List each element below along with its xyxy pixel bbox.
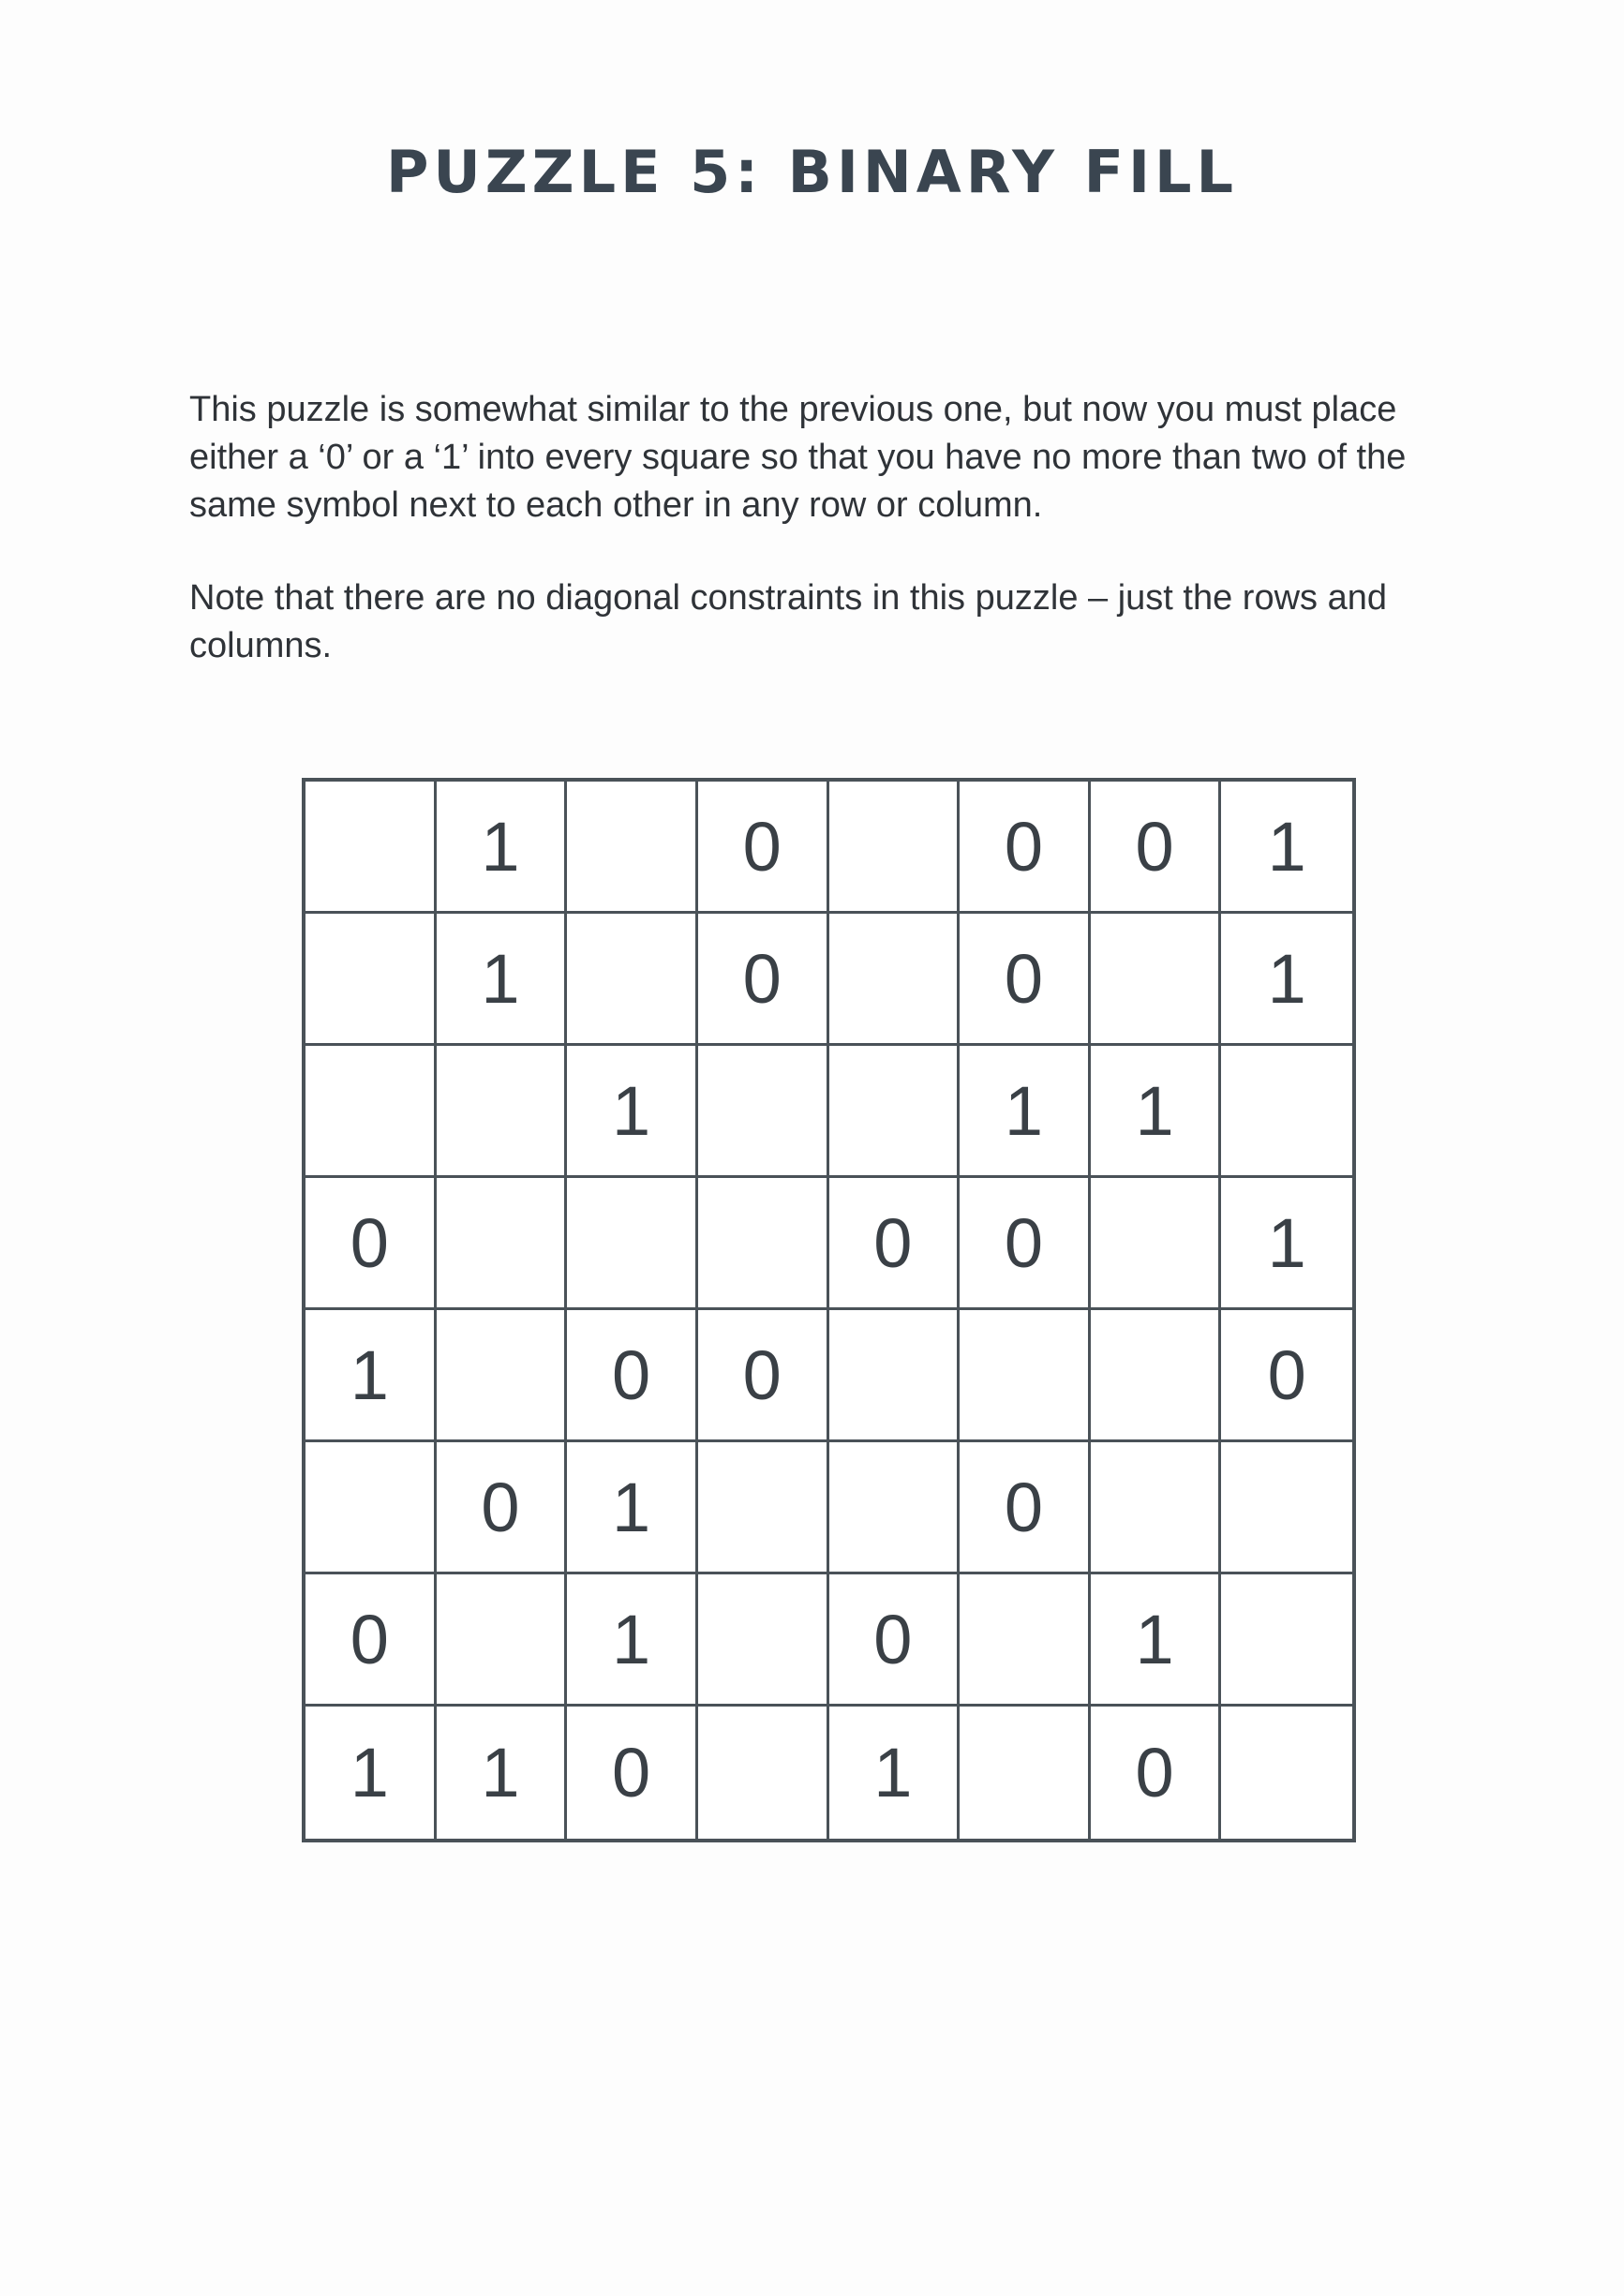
given-cell: 1 (1221, 1178, 1352, 1310)
empty-cell[interactable] (437, 1046, 568, 1178)
empty-cell[interactable] (960, 1574, 1091, 1707)
empty-cell[interactable] (1091, 914, 1222, 1046)
given-cell: 1 (960, 1046, 1091, 1178)
given-cell: 1 (567, 1574, 698, 1707)
given-cell: 0 (960, 782, 1091, 914)
empty-cell[interactable] (567, 914, 698, 1046)
given-cell: 0 (960, 1442, 1091, 1574)
empty-cell[interactable] (437, 1574, 568, 1707)
empty-cell[interactable] (305, 914, 437, 1046)
empty-cell[interactable] (567, 1178, 698, 1310)
given-cell: 0 (829, 1178, 961, 1310)
empty-cell[interactable] (1091, 1310, 1222, 1442)
given-cell: 1 (1221, 914, 1352, 1046)
empty-cell[interactable] (1091, 1442, 1222, 1574)
given-cell: 1 (1091, 1574, 1222, 1707)
given-cell: 0 (567, 1310, 698, 1442)
empty-cell[interactable] (1221, 1574, 1352, 1707)
given-cell: 1 (567, 1046, 698, 1178)
given-cell: 0 (305, 1178, 437, 1310)
given-cell: 0 (567, 1707, 698, 1839)
given-cell: 1 (437, 1707, 568, 1839)
given-cell: 0 (437, 1442, 568, 1574)
empty-cell[interactable] (698, 1707, 829, 1839)
puzzle-grid (302, 778, 1356, 1842)
given-cell: 1 (567, 1442, 698, 1574)
given-cell: 1 (1091, 1046, 1222, 1178)
given-cell: 0 (1091, 782, 1222, 914)
empty-cell[interactable] (1221, 1046, 1352, 1178)
empty-cell[interactable] (437, 1178, 568, 1310)
given-cell: 0 (305, 1574, 437, 1707)
empty-cell[interactable] (1221, 1442, 1352, 1574)
empty-cell[interactable] (829, 1442, 961, 1574)
given-cell: 0 (1091, 1707, 1222, 1839)
empty-cell[interactable] (567, 782, 698, 914)
empty-cell[interactable] (829, 914, 961, 1046)
given-cell: 0 (960, 914, 1091, 1046)
empty-cell[interactable] (1091, 1178, 1222, 1310)
empty-cell[interactable] (698, 1442, 829, 1574)
given-cell: 1 (1221, 782, 1352, 914)
empty-cell[interactable] (960, 1707, 1091, 1839)
given-cell: 0 (698, 1310, 829, 1442)
empty-cell[interactable] (698, 1574, 829, 1707)
given-cell: 1 (305, 1707, 437, 1839)
given-cell: 1 (437, 782, 568, 914)
empty-cell[interactable] (305, 782, 437, 914)
empty-cell[interactable] (829, 1310, 961, 1442)
empty-cell[interactable] (960, 1310, 1091, 1442)
given-cell: 1 (437, 914, 568, 1046)
given-cell: 0 (829, 1574, 961, 1707)
empty-cell[interactable] (698, 1178, 829, 1310)
given-cell: 0 (960, 1178, 1091, 1310)
empty-cell[interactable] (305, 1442, 437, 1574)
empty-cell[interactable] (1221, 1707, 1352, 1839)
given-cell: 1 (829, 1707, 961, 1839)
instructions (189, 386, 1482, 715)
given-cell: 0 (1221, 1310, 1352, 1442)
empty-cell[interactable] (437, 1310, 568, 1442)
given-cell: 0 (698, 782, 829, 914)
empty-cell[interactable] (829, 1046, 961, 1178)
instructions-paragraph-1: This puzzle is somewhat similar to the previous one, but now you must place either a ‘0’ or a ‘1’ into every square so that you have no more than two of the same symbol next to each other in any row or column. (189, 390, 1407, 525)
given-cell: 0 (698, 914, 829, 1046)
empty-cell[interactable] (698, 1046, 829, 1178)
instructions-paragraph-2: Note that there are no diagonal constraints in this puzzle – just the rows and columns. (189, 578, 1387, 665)
empty-cell[interactable] (829, 782, 961, 914)
empty-cell[interactable] (305, 1046, 437, 1178)
page-title: PUZZLE 5: BINARY FILL (385, 138, 1239, 206)
given-cell: 1 (305, 1310, 437, 1442)
